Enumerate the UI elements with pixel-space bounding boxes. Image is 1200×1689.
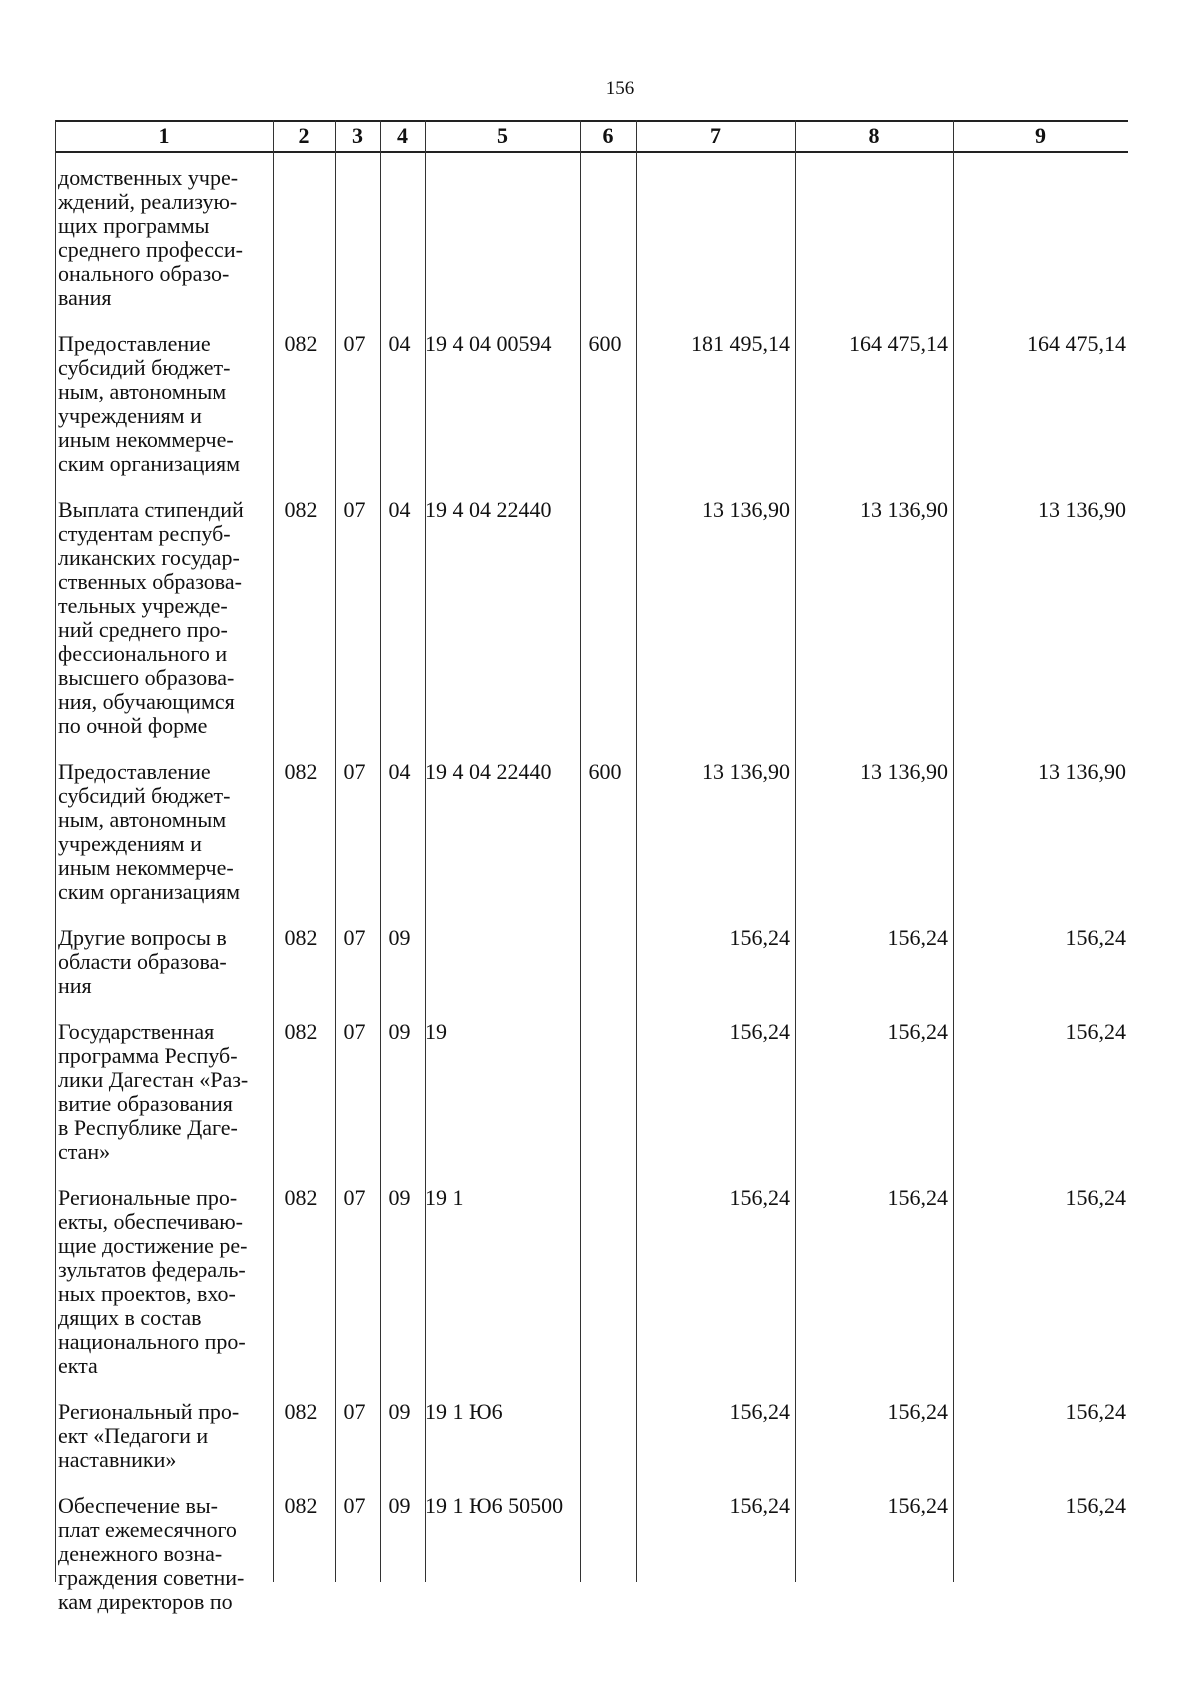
description-line: студентам респуб- (58, 521, 231, 546)
section-code: 07 (343, 925, 366, 950)
amount-col-7: 156,24 (729, 1493, 790, 1518)
amount-col-9: 13 136,90 (1038, 759, 1126, 784)
header-col-7: 7 (710, 123, 721, 148)
amount-col-8: 156,24 (887, 1493, 948, 1518)
amount-col-9: 156,24 (1065, 1399, 1126, 1424)
subsection-code: 04 (388, 497, 411, 522)
page-number: 156 (605, 78, 635, 99)
amount-col-8: 156,24 (887, 1185, 948, 1210)
table-row (55, 1186, 1128, 1378)
description-line: дящих в состав (58, 1305, 202, 1330)
description-line: витие образования (58, 1091, 233, 1116)
description-line: учреждениям и (58, 403, 202, 428)
target-article-code: 19 4 04 22440 (425, 759, 552, 784)
description-line: по очной форме (58, 713, 208, 738)
expense-type-code (577, 1400, 633, 1472)
amount-col-8: 13 136,90 (860, 759, 948, 784)
ministry-code: 082 (284, 331, 318, 356)
ministry-code: 082 (284, 925, 318, 950)
amount-col-7: 156,24 (729, 1019, 790, 1044)
table-body (55, 166, 1128, 1614)
header-col-4: 4 (397, 123, 408, 148)
expense-type-code (577, 166, 633, 310)
header-col-6: 6 (602, 123, 614, 148)
description-line: ным, автономным (58, 807, 227, 832)
expense-type-code (577, 1494, 633, 1614)
description-line: ния, обучающимся (58, 689, 235, 714)
target-article-code: 19 4 04 22440 (425, 497, 552, 522)
amount-col-8: 156,24 (887, 1399, 948, 1424)
target-article-code (422, 926, 577, 998)
section-code: 07 (343, 1019, 366, 1044)
description-line: щие достижение ре- (58, 1233, 248, 1258)
description-line: субсидий бюджет- (58, 783, 231, 808)
description-line: лики Дагестан «Раз- (58, 1067, 249, 1092)
description-line: ским организациям (58, 879, 241, 904)
amount-col-9: 13 136,90 (1038, 497, 1126, 522)
description-line: иным некоммерче- (58, 855, 234, 880)
subsection-code (377, 166, 422, 310)
amount-col-7: 13 136,90 (702, 759, 790, 784)
description-line: Обеспечение вы- (58, 1493, 218, 1518)
amount-col-9 (950, 166, 1128, 310)
description-line: Предоставление (58, 331, 211, 356)
description-line: вания (58, 285, 112, 310)
description-line: тельных учрежде- (58, 593, 228, 618)
description-line: области образова- (58, 949, 227, 974)
expense-type-code (577, 926, 633, 998)
description-line: граждения советни- (58, 1565, 245, 1590)
header-col-1: 1 (158, 123, 170, 148)
expense-type-code (577, 1020, 633, 1164)
description-line: Региональные про- (58, 1185, 238, 1210)
ministry-code (270, 166, 332, 310)
expense-type-code (577, 1186, 633, 1378)
target-article-code: 19 4 04 00594 (425, 331, 552, 356)
header-bottom-rule (55, 151, 1128, 153)
section-code: 07 (343, 759, 366, 784)
table-row (55, 760, 1128, 904)
expense-type-code (577, 498, 633, 738)
subsection-code: 09 (388, 1399, 411, 1424)
amount-col-7: 156,24 (729, 925, 790, 950)
expense-type-code: 600 (588, 759, 622, 784)
target-article-code: 19 1 (425, 1185, 464, 1210)
budget-table (55, 120, 1128, 1614)
table-row (55, 926, 1128, 998)
subsection-code: 09 (388, 1019, 411, 1044)
amount-col-9: 156,24 (1065, 1185, 1126, 1210)
header-col-3: 3 (352, 123, 363, 148)
description-line: ных проектов, вхо- (58, 1281, 236, 1306)
header-col-9: 9 (1035, 123, 1046, 148)
target-article-code (422, 166, 577, 310)
section-code: 07 (343, 331, 366, 356)
description-line: Региональный про- (58, 1399, 240, 1424)
description-line: ния (58, 973, 92, 998)
description-line: онального образо- (58, 261, 230, 286)
description-line: Государственная (58, 1019, 215, 1044)
row-description (55, 1020, 270, 1164)
ministry-code: 082 (284, 1185, 318, 1210)
table-row (55, 166, 1128, 310)
amount-col-8: 156,24 (887, 1019, 948, 1044)
amount-col-7 (633, 166, 792, 310)
description-line: денежного возна- (58, 1541, 223, 1566)
amount-col-8: 156,24 (887, 925, 948, 950)
description-line: программа Респуб- (58, 1043, 238, 1068)
section-code: 07 (343, 1185, 366, 1210)
row-description (55, 166, 270, 310)
description-line: зультатов федераль- (58, 1257, 246, 1282)
description-line: ждений, реализую- (58, 189, 238, 214)
subsection-code: 04 (388, 759, 411, 784)
description-line: иным некоммерче- (58, 427, 234, 452)
target-article-code: 19 (425, 1019, 447, 1044)
section-code (332, 166, 377, 310)
section-code: 07 (343, 1493, 366, 1518)
description-line: домственных учре- (58, 165, 239, 190)
description-line: в Республике Даге- (58, 1115, 238, 1140)
description-line: субсидий бюджет- (58, 355, 231, 380)
ministry-code: 082 (284, 759, 318, 784)
ministry-code: 082 (284, 1399, 318, 1424)
row-description (55, 926, 270, 998)
description-line: ликанских государ- (58, 545, 240, 570)
description-line: ным, автономным (58, 379, 227, 404)
description-line: ственных образова- (58, 569, 242, 594)
row-description (55, 498, 270, 738)
row-description (55, 1186, 270, 1378)
description-line: Другие вопросы в (58, 925, 227, 950)
description-line: Выплата стипендий (58, 497, 244, 522)
description-line: ний среднего про- (58, 617, 228, 642)
target-article-code: 19 1 Ю6 (425, 1399, 503, 1424)
ministry-code: 082 (284, 1493, 318, 1518)
description-line: наставники» (58, 1447, 177, 1472)
table-row (55, 1400, 1128, 1472)
header-col-2: 2 (298, 123, 310, 148)
row-description (55, 1400, 270, 1472)
table-row (55, 1020, 1128, 1164)
row-description (55, 332, 270, 476)
amount-col-9: 156,24 (1065, 1493, 1126, 1518)
description-line: национального про- (58, 1329, 246, 1354)
target-article-code: 19 1 Ю6 50500 (425, 1493, 564, 1518)
description-line: кам директоров по (58, 1589, 233, 1614)
amount-col-7: 156,24 (729, 1185, 790, 1210)
ministry-code: 082 (284, 1019, 318, 1044)
amount-col-8 (792, 166, 950, 310)
amount-col-8: 13 136,90 (860, 497, 948, 522)
ministry-code: 082 (284, 497, 318, 522)
section-code: 07 (343, 1399, 366, 1424)
description-line: Предоставление (58, 759, 211, 784)
amount-col-9: 164 475,14 (1027, 331, 1126, 356)
table-row (55, 1494, 1128, 1614)
subsection-code: 09 (388, 1185, 411, 1210)
description-line: стан» (58, 1139, 111, 1164)
description-line: ским организациям (58, 451, 241, 476)
table-row (55, 332, 1128, 476)
amount-col-7: 156,24 (729, 1399, 790, 1424)
section-code: 07 (343, 497, 366, 522)
amount-col-8: 164 475,14 (849, 331, 948, 356)
amount-col-7: 13 136,90 (702, 497, 790, 522)
subsection-code: 09 (388, 1493, 411, 1518)
description-line: екты, обеспечиваю- (58, 1209, 243, 1234)
amount-col-9: 156,24 (1065, 925, 1126, 950)
description-line: плат ежемесячного (58, 1517, 237, 1542)
description-line: ект «Педагоги и (58, 1423, 209, 1448)
amount-col-9: 156,24 (1065, 1019, 1126, 1044)
description-line: среднего професси- (58, 237, 243, 262)
description-line: щих программы (58, 213, 210, 238)
description-line: учреждениям и (58, 831, 202, 856)
subsection-code: 04 (388, 331, 411, 356)
description-line: фессионального и (58, 641, 228, 666)
table-row (55, 498, 1128, 738)
row-description (55, 1494, 270, 1614)
row-description (55, 760, 270, 904)
description-line: высшего образова- (58, 665, 235, 690)
expense-type-code: 600 (588, 331, 622, 356)
table-top-rule (55, 120, 1128, 122)
description-line: екта (58, 1353, 98, 1378)
header-col-8: 8 (868, 123, 880, 148)
subsection-code: 09 (388, 925, 411, 950)
amount-col-7: 181 495,14 (691, 331, 790, 356)
header-col-5: 5 (497, 123, 508, 148)
